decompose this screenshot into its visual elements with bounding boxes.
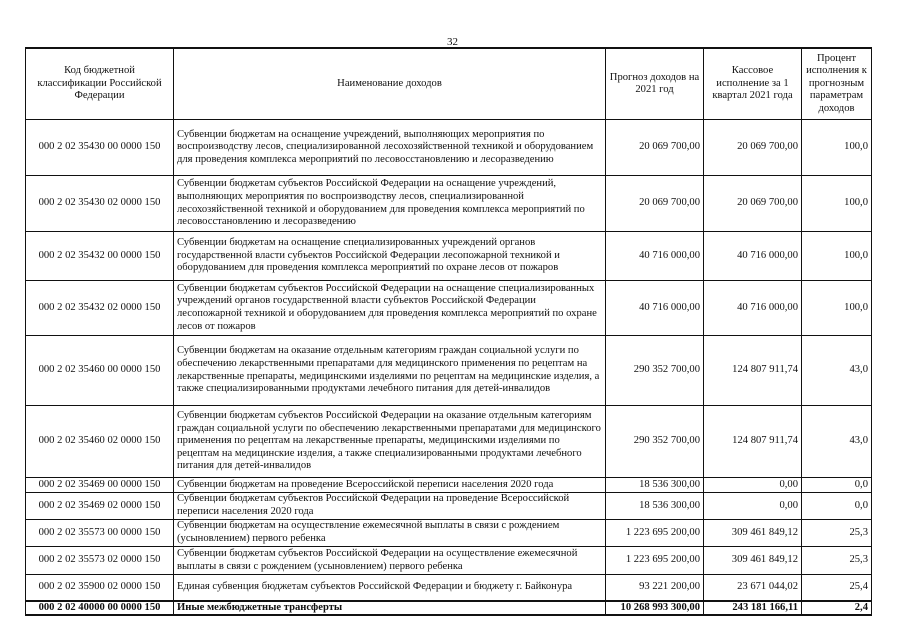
- header-forecast: Прогноз доходов на 2021 год: [606, 48, 704, 120]
- cell-percent: 43,0: [802, 336, 872, 406]
- cell-name: Субвенции бюджетам субъектов Российской Федерации на оснащение специализированных учреждений органов государственной власти субъектов Российской Федерации лесопожарной техникой и оборудованием для проведения комплекса мероприятий по охране лесов от пожаров: [174, 281, 606, 336]
- cell-percent: 25,3: [802, 520, 872, 547]
- table-row-total: [26, 601, 872, 616]
- page-number: 32: [447, 36, 458, 48]
- header-cash: Кассовое исполнение за 1 квартал 2021 года: [704, 48, 802, 120]
- cell-forecast: 40 716 000,00: [606, 232, 704, 281]
- cell-percent: 25,3: [802, 547, 872, 575]
- table-row: [26, 493, 872, 520]
- cell-percent: 25,4: [802, 575, 872, 601]
- cell-code: 000 2 02 35432 02 0000 150: [26, 281, 174, 336]
- table-row: [26, 520, 872, 547]
- cell-code: 000 2 02 35573 02 0000 150: [26, 547, 174, 575]
- table-row: [26, 232, 872, 281]
- cell-forecast: 20 069 700,00: [606, 120, 704, 176]
- header-percent: Процент исполнения к прогнозным параметрам доходов: [802, 48, 872, 120]
- cell-cash: 20 069 700,00: [704, 176, 802, 232]
- cell-cash: 23 671 044,02: [704, 575, 802, 601]
- cell-code: 000 2 02 35900 02 0000 150: [26, 575, 174, 601]
- cell-code: 000 2 02 40000 00 0000 150: [26, 601, 174, 616]
- cell-cash: 40 716 000,00: [704, 232, 802, 281]
- cell-forecast: 1 223 695 200,00: [606, 547, 704, 575]
- cell-code: 000 2 02 35460 02 0000 150: [26, 406, 174, 478]
- cell-code: 000 2 02 35469 02 0000 150: [26, 493, 174, 520]
- cell-percent: 100,0: [802, 176, 872, 232]
- header-code: Код бюджетной классификации Российской Федерации: [26, 48, 174, 120]
- cell-cash: 309 461 849,12: [704, 520, 802, 547]
- table-row: [26, 120, 872, 176]
- cell-forecast: 290 352 700,00: [606, 336, 704, 406]
- cell-name: Субвенции бюджетам субъектов Российской Федерации на оказание отдельным категориям граждан социальной услуги по обеспечению лекарственными препаратами для медицинского применения по рецептам на лекарственные препараты, медицинскими изделиями по рецептам на медицинские изделия, а также специализированными продуктами лечебного питания для детей-инвалидов: [174, 406, 606, 478]
- table-row: [26, 406, 872, 478]
- cell-forecast: 290 352 700,00: [606, 406, 704, 478]
- cell-code: 000 2 02 35573 00 0000 150: [26, 520, 174, 547]
- table-row: [26, 547, 872, 575]
- cell-forecast: 20 069 700,00: [606, 176, 704, 232]
- cell-forecast: 18 536 300,00: [606, 493, 704, 520]
- cell-percent: 100,0: [802, 281, 872, 336]
- cell-name: Субвенции бюджетам на оказание отдельным категориям граждан социальной услуги по обеспечению лекарственными препаратами для медицинского применения по рецептам на лекарственные препараты, медицинскими изделиями по рецептам на медицинские изделия, а также специализированными продуктами лечебного питания для детей-инвалидов: [174, 336, 606, 406]
- cell-forecast: 10 268 993 300,00: [606, 601, 704, 616]
- cell-code: 000 2 02 35430 00 0000 150: [26, 120, 174, 176]
- cell-forecast: 93 221 200,00: [606, 575, 704, 601]
- table-row: [26, 336, 872, 406]
- cell-percent: 0,0: [802, 493, 872, 520]
- cell-percent: 100,0: [802, 232, 872, 281]
- cell-cash: 40 716 000,00: [704, 281, 802, 336]
- cell-name: Субвенции бюджетам на оснащение специализированных учреждений органов государственной власти субъектов Российской Федерации лесопожарной техникой и оборудованием для проведения комплекса мероприятий по охране лесов от пожаров: [174, 232, 606, 281]
- cell-cash: 309 461 849,12: [704, 547, 802, 575]
- cell-name: Субвенции бюджетам на проведение Всероссийской переписи населения 2020 года: [174, 478, 606, 493]
- cell-forecast: 1 223 695 200,00: [606, 520, 704, 547]
- cell-percent: 2,4: [802, 601, 872, 616]
- cell-percent: 0,0: [802, 478, 872, 493]
- cell-percent: 43,0: [802, 406, 872, 478]
- cell-cash: 0,00: [704, 478, 802, 493]
- cell-cash: 124 807 911,74: [704, 336, 802, 406]
- cell-cash: 124 807 911,74: [704, 406, 802, 478]
- cell-name: Единая субвенция бюджетам субъектов Российской Федерации и бюджету г. Байконура: [174, 575, 606, 601]
- cell-forecast: 18 536 300,00: [606, 478, 704, 493]
- budget-revenue-table: [25, 47, 872, 616]
- cell-cash: 243 181 166,11: [704, 601, 802, 616]
- header-name: Наименование доходов: [174, 48, 606, 120]
- cell-code: 000 2 02 35430 02 0000 150: [26, 176, 174, 232]
- cell-forecast: 40 716 000,00: [606, 281, 704, 336]
- table-row: [26, 478, 872, 493]
- cell-name: Субвенции бюджетам на оснащение учреждений, выполняющих мероприятия по воспроизводству лесов, специализированной лесохозяйственной техникой и оборудованием для проведения комплекса мероприятий по лесовосстановлению и лесоразведению: [174, 120, 606, 176]
- table-row: [26, 176, 872, 232]
- cell-name: Иные межбюджетные трансферты: [174, 601, 606, 616]
- cell-cash: 0,00: [704, 493, 802, 520]
- table-row: [26, 281, 872, 336]
- table-row: [26, 575, 872, 601]
- cell-code: 000 2 02 35469 00 0000 150: [26, 478, 174, 493]
- cell-code: 000 2 02 35460 00 0000 150: [26, 336, 174, 406]
- cell-cash: 20 069 700,00: [704, 120, 802, 176]
- cell-name: Субвенции бюджетам субъектов Российской Федерации на оснащение учреждений, выполняющих мероприятия по воспроизводству лесов, специализированной лесохозяйственной техникой и оборудованием для проведения комплекса мероприятий по лесовосстановлению и лесоразведению: [174, 176, 606, 232]
- cell-name: Субвенции бюджетам на осуществление ежемесячной выплаты в связи с рождением (усыновлением) первого ребенка: [174, 520, 606, 547]
- cell-name: Субвенции бюджетам субъектов Российской Федерации на осуществление ежемесячной выплаты в связи с рождением (усыновлением) первого ребенка: [174, 547, 606, 575]
- table-header-row: [26, 48, 872, 120]
- cell-percent: 100,0: [802, 120, 872, 176]
- cell-code: 000 2 02 35432 00 0000 150: [26, 232, 174, 281]
- cell-name: Субвенции бюджетам субъектов Российской Федерации на проведение Всероссийской переписи населения 2020 года: [174, 493, 606, 520]
